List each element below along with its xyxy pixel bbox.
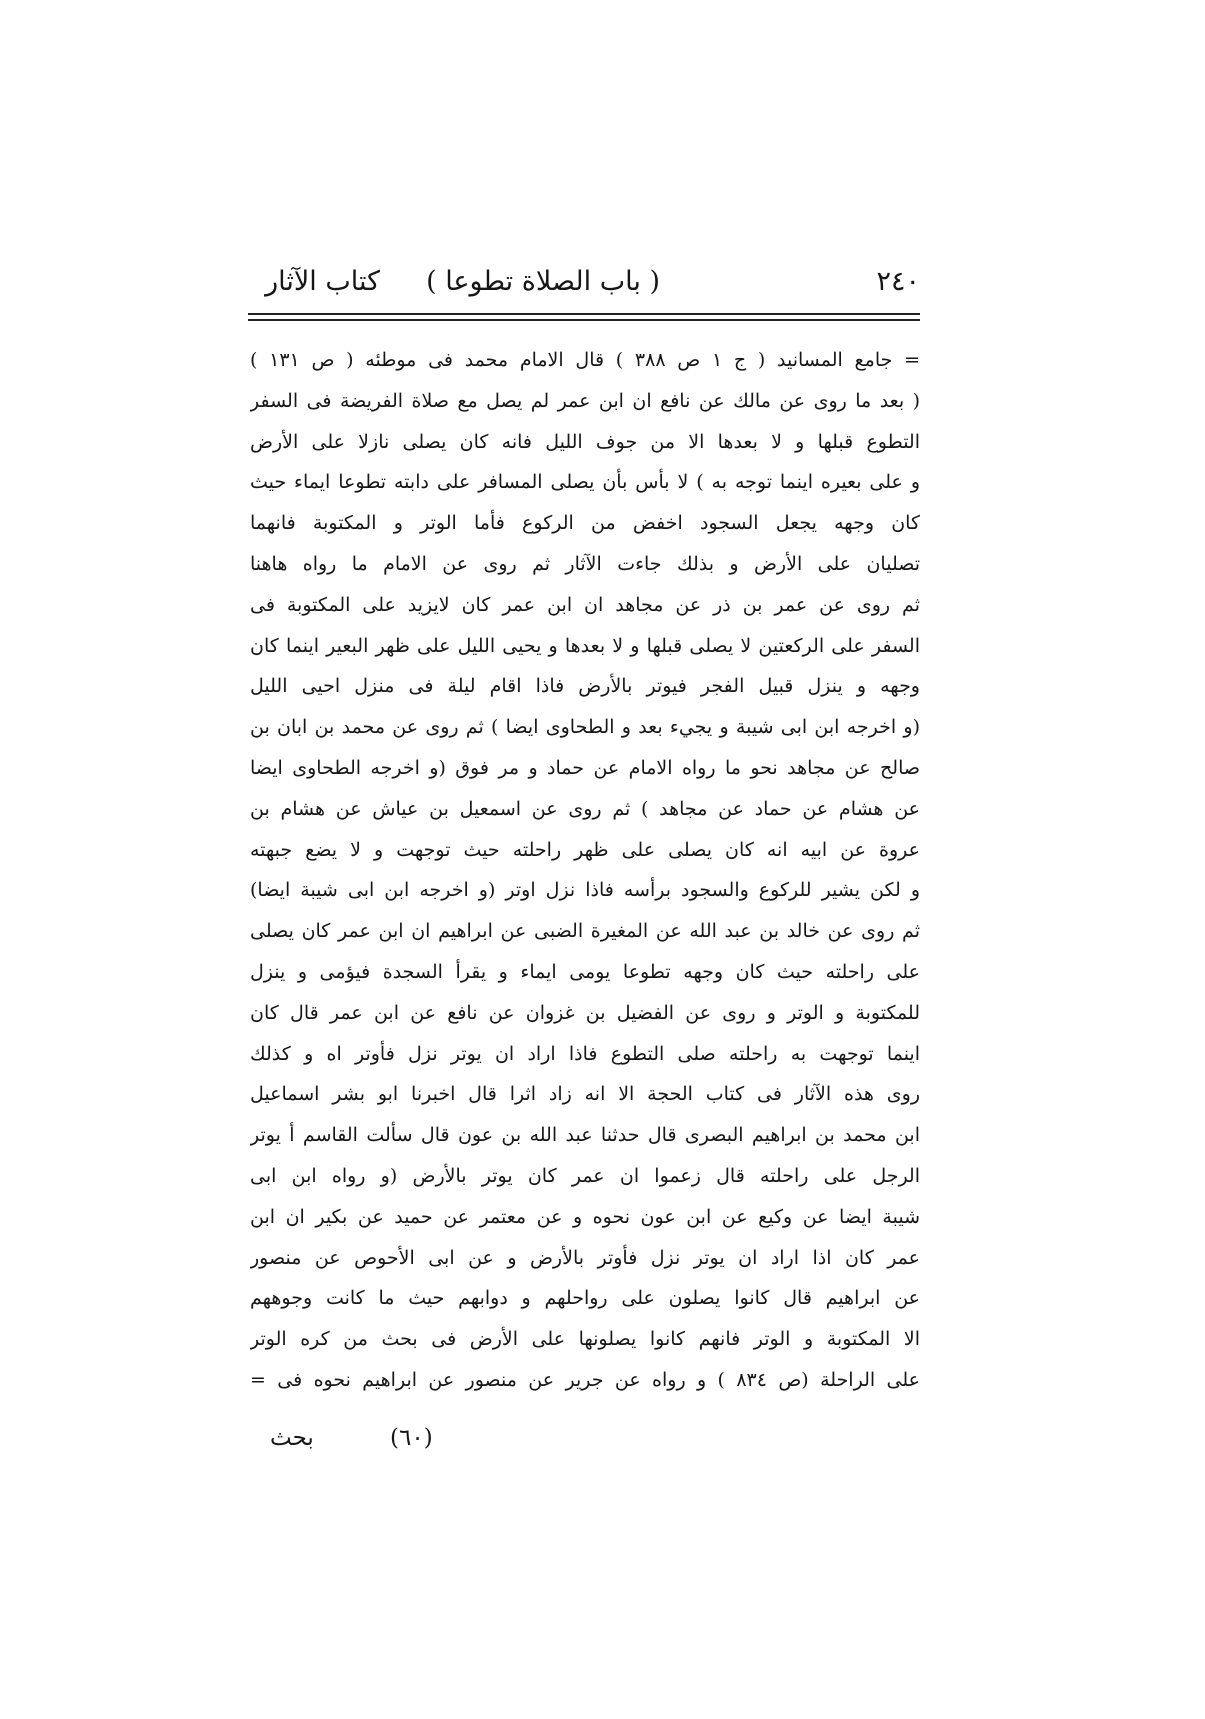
text-line: السفر على الركعتين لا يصلى قبلها و لا بعدها و يحيى الليل على ظهر البعير اينما كان	[250, 634, 920, 657]
text-line: = جامع المسانيد ( ج ١ ص ٣٨٨ ) قال الامام محمد فى موطئه ( ص ١٣١ )	[250, 349, 920, 371]
text-line: عن هشام عن حماد عن مجاهد ) ثم روى عن اسمعيل بن عياش عن هشام بن	[250, 797, 920, 820]
text-line: ثم روى عن خالد بن عبد الله عن المغيرة الضبى عن ابراهيم ان ابن عمر كان يصلى	[250, 920, 920, 943]
text-line: على راحلته حيث كان وجهه تطوعا يومى ايماء و يقرأ السجدة فيؤمى و ينزل	[250, 960, 920, 983]
text-line: ابن محمد بن ابراهيم البصرى قال حدثنا عبد الله بن عون قال سألت القاسم أ يوتر	[250, 1124, 920, 1147]
text-line: كان وجهه يجعل السجود اخفض من الركوع فأما الوتر و المكتوبة فانهما	[250, 512, 920, 535]
catchword: بحث	[270, 1425, 314, 1451]
text-line: ثم روى عن عمر بن ذر عن مجاهد ان ابن عمر كان لايزيد على المكتوبة فى	[250, 593, 920, 616]
text-line: شيبة ايضا عن وكيع عن ابن عون نحوه و عن معتمر عن حميد عن بكير ان ابن	[250, 1205, 920, 1228]
text-line: صالح عن مجاهد نحو ما رواه الامام عن حماد و مر فوق (و اخرجه الطحاوى ايضا	[250, 756, 920, 779]
text-line: ( بعد ما روى عن مالك عن نافع ان ابن عمر لم يصل مع صلاة الفريضة فى السفر	[250, 389, 920, 412]
text-line: و لكن يشير للركوع والسجود برأسه فاذا نزل اوتر (و اخرجه ابن ابى شيبة ايضا)	[250, 879, 920, 902]
book-title: كتاب الآثار	[265, 266, 380, 297]
text-line: التطوع قبلها و لا بعدها الا من جوف الليل فانه كان يصلى نازلا على الأرض	[250, 430, 920, 453]
text-line: اينما توجهت به راحلته صلى التطوع فاذا اراد ان يوتر نزل فأوتر اه و كذلك	[250, 1042, 920, 1065]
text-line: على الراحلة (ص ٨٣٤ ) و رواه عن جرير عن منصور عن ابراهيم نحوه فى =	[250, 1368, 920, 1391]
header-rule-bottom	[248, 319, 920, 321]
page-number: ٢٤٠	[876, 266, 920, 297]
text-line: وجهه و ينزل قبيل الفجر فيوتر بالأرض فاذا اقام ليلة فى منزل احيى الليل	[250, 675, 920, 698]
signature-mark: (٦٠)	[390, 1425, 433, 1451]
text-line: تصليان على الأرض و بذلك جاءت الآثار ثم روى عن الامام ما رواه هاهنا	[250, 552, 920, 575]
text-line: (و اخرجه ابن ابى شيبة و يجيء بعد و الطحاوى ايضا ) ثم روى عن محمد بن ابان بن	[250, 716, 920, 739]
text-line: عروة عن ابيه انه كان يصلى على ظهر راحلته حيث توجهت و لا يضع جبهته	[250, 838, 920, 861]
text-line: للمكتوبة و الوتر و روى عن الفضيل بن غزوان عن نافع عن ابن عمر قال كان	[250, 1001, 920, 1024]
header-rule-top	[248, 313, 920, 315]
text-line: عمر كان اذا اراد ان يوتر نزل فأوتر بالأرض و عن ابى الأحوص عن منصور	[250, 1246, 920, 1269]
running-header	[245, 262, 920, 308]
text-line: الا المكتوبة و الوتر فانهم كانوا يصلونها على الأرض فى بحث من كره الوتر	[250, 1328, 920, 1351]
page-footer	[270, 1418, 433, 1458]
section-title: ( باب الصلاة تطوعا )	[426, 266, 660, 297]
text-line: الرجل على راحلته قال زعموا ان عمر كان يوتر بالأرض (و رواه ابن ابى	[250, 1164, 920, 1187]
text-line: روى هذه الآثار فى كتاب الحجة الا انه زاد اثرا قال اخبرنا ابو بشر اسماعيل	[250, 1083, 920, 1106]
text-line: و على بعيره اينما توجه به ) لا بأس بأن يصلى المسافر على دابته تطوعا ايماء حيث	[250, 471, 920, 494]
body-text	[250, 340, 920, 1401]
text-line: عن ابراهيم قال كانوا يصلون على رواحلهم و دوابهم حيث ما كانت وجوههم	[250, 1287, 920, 1310]
